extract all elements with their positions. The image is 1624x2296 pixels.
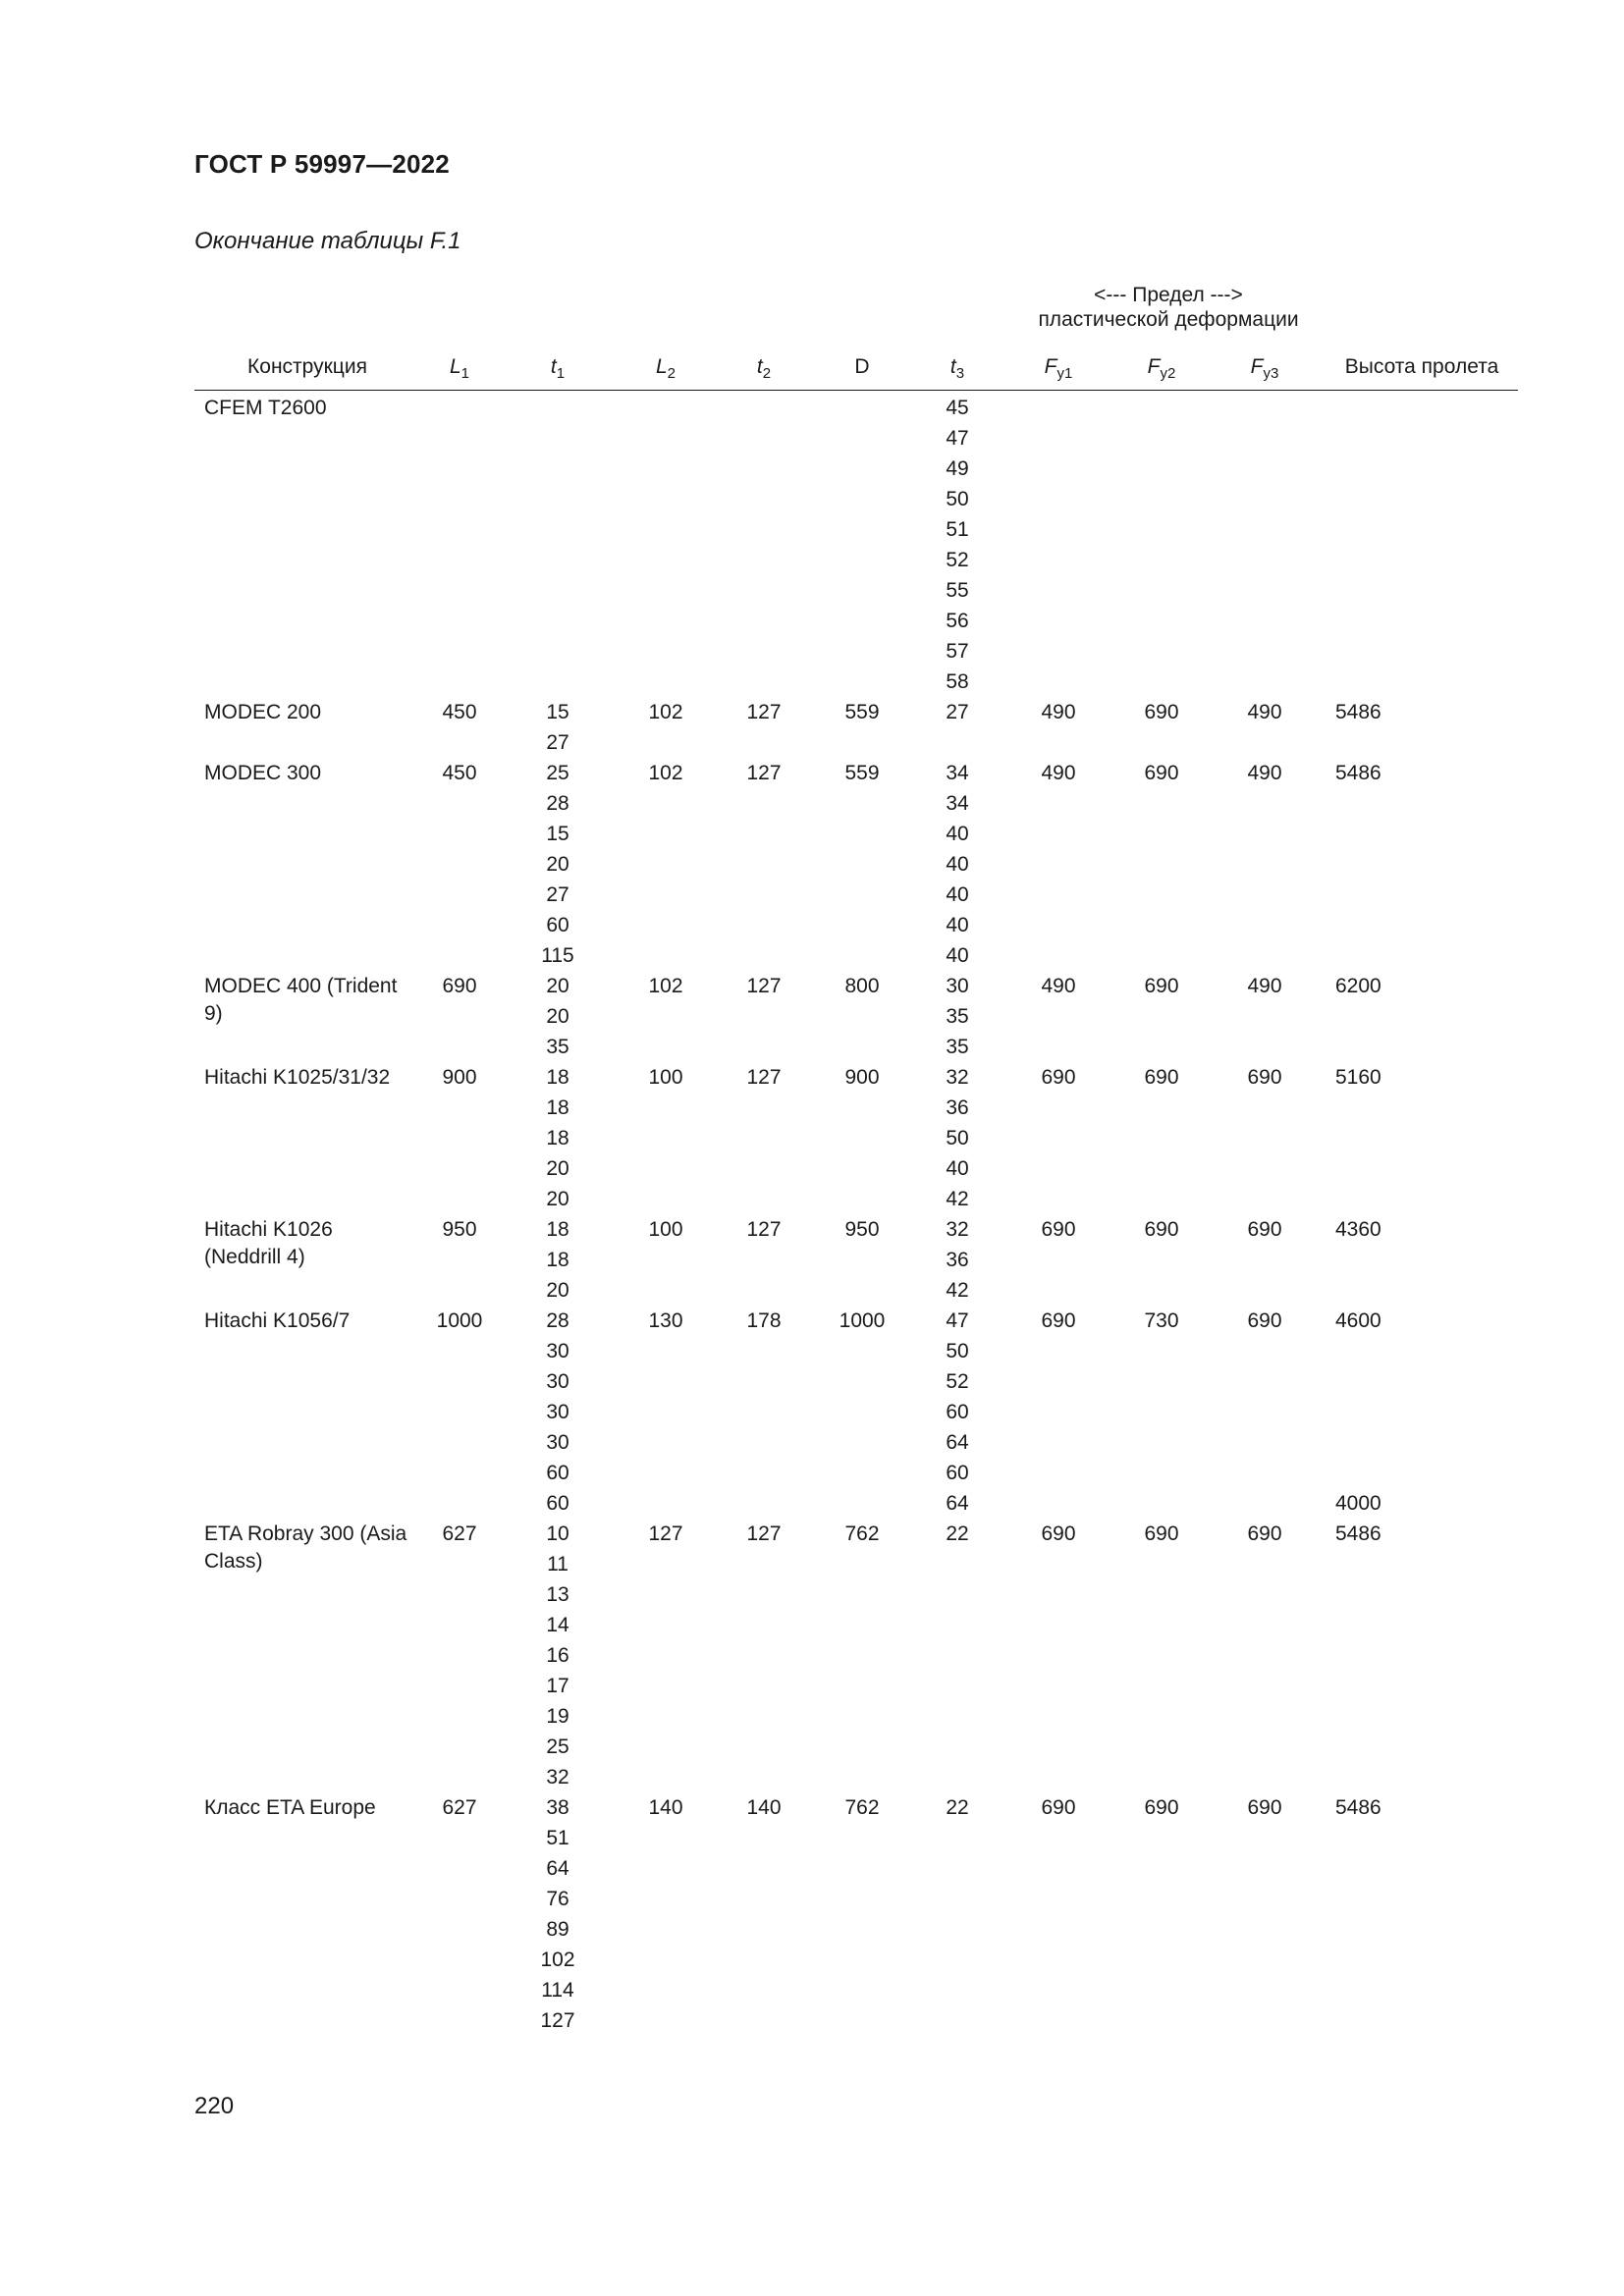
col-header-Fy3-symbol: F <box>1250 355 1264 378</box>
cell-t1-value: 11 <box>547 1553 568 1575</box>
cell-t1-value: 20 <box>546 1005 569 1028</box>
col-header-t3-symbol: t <box>949 355 956 378</box>
cell-span-height <box>1335 1792 1453 1823</box>
cell-Fy3: 690 <box>1247 1309 1282 1332</box>
cell-Fy2: 690 <box>1144 701 1179 723</box>
cell-Fy1: 690 <box>1041 1796 1076 1819</box>
cell-t1-value: 18 <box>546 1096 569 1119</box>
col-header-Fy1-sub: y1 <box>1056 365 1073 383</box>
cell-Fy2: 690 <box>1144 975 1179 997</box>
page-number: 220 <box>194 2093 235 2119</box>
cell-t1-value: 35 <box>546 1036 569 1058</box>
cell-span-height-value: 4000 <box>1335 1492 1381 1515</box>
cell-D: 1000 <box>839 1309 886 1332</box>
cell-span-height-value <box>1335 1336 1453 1366</box>
table-row <box>194 393 1518 697</box>
design-name: Hitachi K1025/31/32 <box>204 1066 391 1089</box>
cell-t3-value: 35 <box>946 1036 969 1058</box>
cell-t3 <box>923 1214 992 1306</box>
cell-t1-value: 60 <box>546 1462 569 1484</box>
cell-t1-value: 16 <box>546 1644 569 1667</box>
col-header-L2-sub: 2 <box>667 365 677 383</box>
cell-t1-value: 10 <box>546 1522 569 1545</box>
cell-t1 <box>518 697 597 758</box>
cell-span-height-value <box>1335 1366 1453 1397</box>
cell-Fy1: 690 <box>1041 1218 1076 1241</box>
cell-t1-value: 20 <box>546 1157 569 1180</box>
cell-t3-value: 50 <box>946 1340 969 1362</box>
col-header-t2-symbol: t <box>756 355 763 378</box>
table-row <box>194 697 1518 758</box>
cell-L2: 102 <box>648 701 683 723</box>
col-header-t1 <box>518 355 597 382</box>
cell-span-height <box>1335 758 1453 788</box>
cell-Fy2: 690 <box>1144 1522 1179 1545</box>
cell-t3-value: 50 <box>946 1127 969 1149</box>
yield-limit-group-header <box>1021 283 1316 332</box>
cell-t1-value: 30 <box>546 1401 569 1423</box>
table-row <box>194 1792 1518 2036</box>
cell-t3 <box>923 971 992 1062</box>
cell-t3-value: 36 <box>946 1249 969 1271</box>
col-header-L2 <box>631 355 700 382</box>
cell-t3-value: 40 <box>946 853 969 876</box>
table-row <box>194 1306 1518 1519</box>
table-row <box>194 1519 1518 1792</box>
column-headers <box>194 355 1518 385</box>
cell-span-height <box>1335 697 1453 727</box>
cell-t1-value: 19 <box>546 1705 569 1728</box>
cell-t1-value: 25 <box>546 1735 569 1758</box>
cell-Fy3: 490 <box>1247 762 1282 784</box>
cell-span-height-value <box>1335 1397 1453 1427</box>
cell-span-height <box>1335 1062 1453 1093</box>
col-header-Fy3 <box>1225 355 1304 382</box>
cell-L1: 690 <box>442 975 477 997</box>
cell-D: 900 <box>844 1066 880 1089</box>
cell-t3-value: 40 <box>946 823 969 845</box>
cell-Fy2: 690 <box>1144 1796 1179 1819</box>
cell-t1-value: 27 <box>546 883 569 906</box>
cell-t3-value: 57 <box>946 640 969 663</box>
cell-t1-value: 25 <box>546 762 569 784</box>
cell-t1-value: 30 <box>546 1431 569 1454</box>
cell-t1-value: 127 <box>540 2009 575 2032</box>
cell-t1 <box>518 971 597 1062</box>
cell-t1-value: 64 <box>546 1857 569 1880</box>
col-header-span-height: Высота пролета <box>1344 355 1499 378</box>
cell-D: 762 <box>844 1796 880 1819</box>
cell-t1-value: 28 <box>546 792 569 815</box>
cell-t3-value: 40 <box>946 1157 969 1180</box>
cell-t1-value: 15 <box>546 701 569 723</box>
header-rule <box>194 390 1518 391</box>
col-header-t2-sub: 2 <box>762 365 772 383</box>
cell-t1-value: 18 <box>546 1249 569 1271</box>
cell-L1: 450 <box>442 701 477 723</box>
cell-t3-value: 40 <box>946 944 969 967</box>
cell-t1-value: 18 <box>546 1218 569 1241</box>
cell-t3 <box>923 1062 992 1214</box>
cell-t1-value: 20 <box>546 1188 569 1210</box>
cell-t1-value: 38 <box>546 1796 569 1819</box>
cell-L2: 100 <box>648 1066 683 1089</box>
cell-Fy1: 490 <box>1041 762 1076 784</box>
design-name: Hitachi K1056/7 <box>204 1309 351 1332</box>
cell-span-height-value: 5486 <box>1335 701 1381 723</box>
cell-t3-value: 50 <box>946 488 969 510</box>
cell-Fy2: 690 <box>1144 1066 1179 1089</box>
group-header-line1: <--- Предел ---> <box>1094 284 1243 306</box>
cell-t2: 178 <box>746 1309 782 1332</box>
cell-t1-value: 60 <box>546 1492 569 1515</box>
cell-span-height-value: 5486 <box>1335 1522 1381 1545</box>
table-row <box>194 758 1518 971</box>
cell-span-height-value: 6200 <box>1335 975 1381 997</box>
col-header-L1-sub: 1 <box>460 365 470 383</box>
table-body <box>194 393 1518 2036</box>
cell-L1: 900 <box>442 1066 477 1089</box>
design-name: ETA Robray 300 (Asia Class) <box>204 1522 407 1573</box>
cell-L1: 450 <box>442 762 477 784</box>
cell-t2: 127 <box>746 975 782 997</box>
cell-span-height-value: 4600 <box>1335 1309 1381 1332</box>
col-header-L1 <box>420 355 499 382</box>
cell-t3-value: 22 <box>946 1522 969 1545</box>
col-header-t1-symbol: t <box>550 355 557 378</box>
cell-t1-value: 51 <box>546 1827 569 1849</box>
cell-t3-value: 32 <box>946 1218 969 1241</box>
cell-Fy2: 730 <box>1144 1309 1179 1332</box>
cell-span-height-value: 5160 <box>1335 1066 1381 1089</box>
cell-t3 <box>923 1519 992 1549</box>
cell-D: 762 <box>844 1522 880 1545</box>
cell-t3-value: 27 <box>946 701 969 723</box>
cell-D: 950 <box>844 1218 880 1241</box>
cell-D: 559 <box>844 701 880 723</box>
col-header-Fy2 <box>1122 355 1201 382</box>
cell-Fy3: 490 <box>1247 975 1282 997</box>
group-header-line2: пластической деформации <box>1038 308 1299 331</box>
cell-t1-value: 32 <box>546 1766 569 1789</box>
cell-span-height-value: 5486 <box>1335 1796 1381 1819</box>
cell-t3-value: 34 <box>946 792 969 815</box>
design-name: MODEC 400 (Trident 9) <box>204 975 398 1025</box>
cell-t3-value: 22 <box>946 1796 969 1819</box>
cell-t2: 140 <box>746 1796 782 1819</box>
cell-t3-value: 35 <box>946 1005 969 1028</box>
cell-t1-value: 114 <box>541 1979 574 2002</box>
cell-Fy1: 690 <box>1041 1309 1076 1332</box>
cell-L2: 102 <box>648 762 683 784</box>
cell-t3-value: 64 <box>946 1492 969 1515</box>
cell-L1: 627 <box>442 1522 477 1545</box>
cell-t1-value: 102 <box>540 1949 575 1971</box>
cell-t1-value: 20 <box>546 1279 569 1302</box>
table-row <box>194 971 1518 1062</box>
cell-t1-value: 17 <box>546 1675 569 1697</box>
cell-t2: 127 <box>746 1218 782 1241</box>
cell-L1: 1000 <box>436 1309 483 1332</box>
cell-t3-value: 32 <box>946 1066 969 1089</box>
cell-t1-value: 115 <box>541 944 574 967</box>
cell-Fy2: 690 <box>1144 762 1179 784</box>
col-header-Fy3-sub: y3 <box>1263 365 1279 383</box>
cell-t3-value: 47 <box>946 427 969 450</box>
design-name: CFEM T2600 <box>204 397 327 419</box>
cell-Fy1: 690 <box>1041 1522 1076 1545</box>
cell-t1-value: 28 <box>546 1309 569 1332</box>
cell-t1-value: 18 <box>546 1066 569 1089</box>
col-header-L2-symbol: L <box>655 355 668 378</box>
col-header-design: Конструкция <box>247 355 367 378</box>
col-header-t3 <box>923 355 992 382</box>
cell-Fy3: 690 <box>1247 1218 1282 1241</box>
cell-t1 <box>518 1792 597 2036</box>
cell-t1 <box>518 1214 597 1306</box>
cell-t1 <box>518 1519 597 1792</box>
design-name: MODEC 200 <box>204 701 322 723</box>
design-name: MODEC 300 <box>204 762 322 784</box>
col-header-L1-symbol: L <box>449 355 461 378</box>
cell-Fy1: 690 <box>1041 1066 1076 1089</box>
col-header-D: D <box>854 355 870 378</box>
cell-Fy1: 490 <box>1041 975 1076 997</box>
cell-span-height-value: 4360 <box>1335 1218 1381 1241</box>
table-caption: Окончание таблицы F.1 <box>194 228 461 254</box>
cell-t1-value: 18 <box>546 1127 569 1149</box>
cell-L2: 127 <box>648 1522 683 1545</box>
cell-span-height <box>1335 971 1453 1001</box>
cell-t3 <box>923 393 992 697</box>
cell-t3-value: 64 <box>946 1431 969 1454</box>
col-header-Fy1-symbol: F <box>1044 355 1057 378</box>
cell-t3 <box>923 758 992 971</box>
cell-t1-value: 30 <box>546 1340 569 1362</box>
cell-t3-value: 52 <box>946 549 969 571</box>
cell-t3-value: 40 <box>946 914 969 936</box>
cell-t1-value: 27 <box>546 731 569 754</box>
cell-t1-value: 14 <box>546 1614 569 1636</box>
cell-t3-value: 34 <box>946 762 969 784</box>
cell-t2: 127 <box>746 762 782 784</box>
cell-Fy2: 690 <box>1144 1218 1179 1241</box>
cell-span-height <box>1335 1306 1453 1519</box>
cell-D: 800 <box>844 975 880 997</box>
cell-L1: 627 <box>442 1796 477 1819</box>
cell-t3 <box>923 697 992 727</box>
cell-t3-value: 52 <box>946 1370 969 1393</box>
cell-t1-value: 60 <box>546 914 569 936</box>
cell-span-height-value <box>1335 1458 1453 1488</box>
cell-t1-value: 30 <box>546 1370 569 1393</box>
cell-t3-value: 49 <box>946 457 969 480</box>
cell-L2: 140 <box>648 1796 683 1819</box>
cell-t1-value: 13 <box>546 1583 569 1606</box>
col-header-t3-sub: 3 <box>955 365 965 383</box>
col-header-Fy2-symbol: F <box>1147 355 1161 378</box>
cell-t3-value: 56 <box>946 610 969 632</box>
cell-t3-value: 40 <box>946 883 969 906</box>
cell-t1-value: 89 <box>546 1918 569 1941</box>
document-code: ГОСТ Р 59997—2022 <box>194 149 450 179</box>
cell-span-height <box>1335 1214 1453 1245</box>
cell-t3-value: 55 <box>946 579 969 602</box>
table-row <box>194 1062 1518 1214</box>
cell-L2: 100 <box>648 1218 683 1241</box>
design-name: Hitachi K1026 (Neddrill 4) <box>204 1218 333 1268</box>
cell-t1 <box>518 1062 597 1214</box>
cell-t1-value: 15 <box>546 823 569 845</box>
cell-t3-value: 58 <box>946 670 969 693</box>
cell-L2: 102 <box>648 975 683 997</box>
cell-Fy3: 690 <box>1247 1796 1282 1819</box>
cell-t2: 127 <box>746 1066 782 1089</box>
cell-t3-value: 30 <box>946 975 969 997</box>
col-header-Fy2-sub: y2 <box>1160 365 1176 383</box>
cell-t3-value: 42 <box>946 1279 969 1302</box>
cell-t3-value: 36 <box>946 1096 969 1119</box>
cell-L2: 130 <box>648 1309 683 1332</box>
cell-t3 <box>923 1306 992 1519</box>
cell-Fy3: 490 <box>1247 701 1282 723</box>
cell-span-height-value <box>1335 1427 1453 1458</box>
cell-t1-value: 20 <box>546 853 569 876</box>
cell-t3-value: 60 <box>946 1401 969 1423</box>
cell-t3-value: 60 <box>946 1462 969 1484</box>
cell-t2: 127 <box>746 701 782 723</box>
cell-t3-value: 51 <box>946 518 969 541</box>
cell-t3 <box>923 1792 992 1823</box>
cell-t1-value: 20 <box>546 975 569 997</box>
col-header-Fy1 <box>1019 355 1098 382</box>
cell-t1 <box>518 758 597 971</box>
table-row <box>194 1214 1518 1306</box>
cell-D: 559 <box>844 762 880 784</box>
cell-Fy1: 490 <box>1041 701 1076 723</box>
cell-t1-value: 76 <box>546 1888 569 1910</box>
cell-t3-value: 42 <box>946 1188 969 1210</box>
col-header-t2 <box>730 355 798 382</box>
col-header-t1-sub: 1 <box>556 365 566 383</box>
cell-Fy3: 690 <box>1247 1522 1282 1545</box>
cell-Fy3: 690 <box>1247 1066 1282 1089</box>
cell-t1 <box>518 1306 597 1519</box>
cell-span-height-value: 5486 <box>1335 762 1381 784</box>
cell-t2: 127 <box>746 1522 782 1545</box>
cell-t3-value: 47 <box>946 1309 969 1332</box>
cell-span-height <box>1335 1519 1453 1549</box>
cell-L1: 950 <box>442 1218 477 1241</box>
design-name: Класс ETA Europe <box>204 1796 376 1819</box>
cell-t3-value: 45 <box>946 397 969 419</box>
